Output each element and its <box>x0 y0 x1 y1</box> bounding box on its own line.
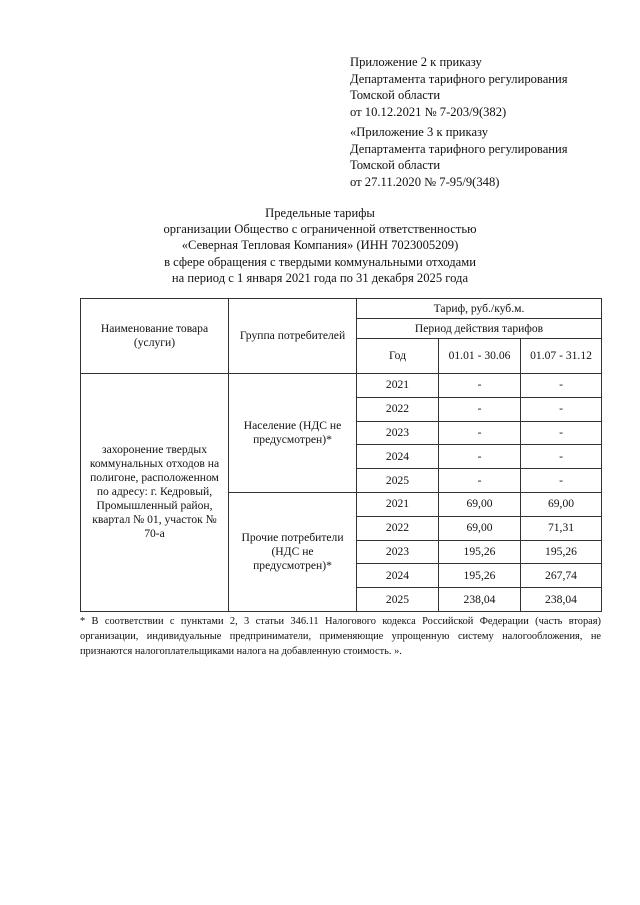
tariff-h1-cell: - <box>439 445 521 469</box>
tariff-h1-cell: 238,04 <box>439 588 521 612</box>
product-name-cell: захоронение твердых коммунальных отходов на полигоне, расположенном по адресу: г. Кедровый, Промышленный район, квартал № 01, участок № 70-а <box>81 374 229 612</box>
footnote: * В соответствии с пунктами 2, 3 статьи 346.11 Налогового кодекса Российской Федерации (часть вторая) организации, индивидуальные предприниматели, применяющие упрощенную систему налогообложения, не признаются налогоплательщиками налога на добавленную стоимость. ». <box>80 616 601 657</box>
appendix-line: Приложение 2 к приказу <box>350 55 482 69</box>
year-cell: 2025 <box>357 469 439 493</box>
tariff-h2-cell: - <box>521 445 602 469</box>
year-cell: 2022 <box>357 397 439 421</box>
year-cell: 2024 <box>357 445 439 469</box>
tariff-h1-cell: 69,00 <box>439 516 521 540</box>
title-line: «Северная Тепловая Компания» (ИНН 7023005209) <box>181 238 459 253</box>
tariff-h2-cell: 195,26 <box>521 540 602 564</box>
year-cell: 2023 <box>357 421 439 445</box>
tariff-h2-cell: 71,31 <box>521 516 602 540</box>
year-cell: 2025 <box>357 588 439 612</box>
group-cell-population: Население (НДС не предусмотрен)* <box>229 374 357 493</box>
title-line: в сфере обращения с твердыми коммунальными отходами <box>164 254 476 269</box>
year-cell: 2023 <box>357 540 439 564</box>
title-line: Предельные тарифы <box>265 206 375 220</box>
header-first-half: 01.01 - 30.06 <box>439 339 521 374</box>
year-cell: 2022 <box>357 516 439 540</box>
tariff-h1-cell: 195,26 <box>439 540 521 564</box>
appendix-line: Томской области <box>350 88 441 103</box>
tariff-h1-cell: - <box>439 397 521 421</box>
appendix-current <box>350 54 568 120</box>
appendix-line: «Приложение 3 к приказу <box>350 125 489 139</box>
year-cell: 2021 <box>357 492 439 516</box>
appendix-line: Департамента тарифного регулирования <box>350 141 568 156</box>
year-cell: 2024 <box>357 564 439 588</box>
year-cell: 2021 <box>357 374 439 398</box>
tariff-h2-cell: - <box>521 374 602 398</box>
header-tariff: Тариф, руб./куб.м. <box>357 299 602 319</box>
tariff-h1-cell: 69,00 <box>439 492 521 516</box>
title-line: организации Общество с ограниченной ответственностью <box>163 222 477 237</box>
header-period: Период действия тарифов <box>357 319 602 339</box>
header-year: Год <box>357 339 439 374</box>
appendix-line: Томской области <box>350 158 441 173</box>
group-cell-other: Прочие потребители (НДС не предусмотрен)* <box>229 492 357 611</box>
appendix-line: Департамента тарифного регулирования <box>350 71 568 86</box>
tariff-h1-cell: - <box>439 469 521 493</box>
tariff-h2-cell: 267,74 <box>521 564 602 588</box>
appendix-line: от 27.11.2020 № 7-95/9(348) <box>350 174 500 189</box>
appendix-original <box>350 124 568 190</box>
table-row <box>81 374 602 398</box>
tariff-h1-cell: - <box>439 374 521 398</box>
tariff-h2-cell: 69,00 <box>521 492 602 516</box>
tariff-h1-cell: - <box>439 421 521 445</box>
title-line: на период с 1 января 2021 года по 31 декабря 2025 года <box>171 270 469 285</box>
tariff-h2-cell: - <box>521 397 602 421</box>
tariff-table <box>80 298 602 612</box>
tariff-h2-cell: 238,04 <box>521 588 602 612</box>
header-second-half: 01.07 - 31.12 <box>521 339 602 374</box>
tariff-h2-cell: - <box>521 421 602 445</box>
header-group: Группа потребителей <box>229 299 357 374</box>
appendix-line: от 10.12.2021 № 7-203/9(382) <box>350 104 507 119</box>
header-product: Наименование товара (услуги) <box>81 299 229 374</box>
document-title <box>0 205 640 286</box>
tariff-h1-cell: 195,26 <box>439 564 521 588</box>
tariff-h2-cell: - <box>521 469 602 493</box>
